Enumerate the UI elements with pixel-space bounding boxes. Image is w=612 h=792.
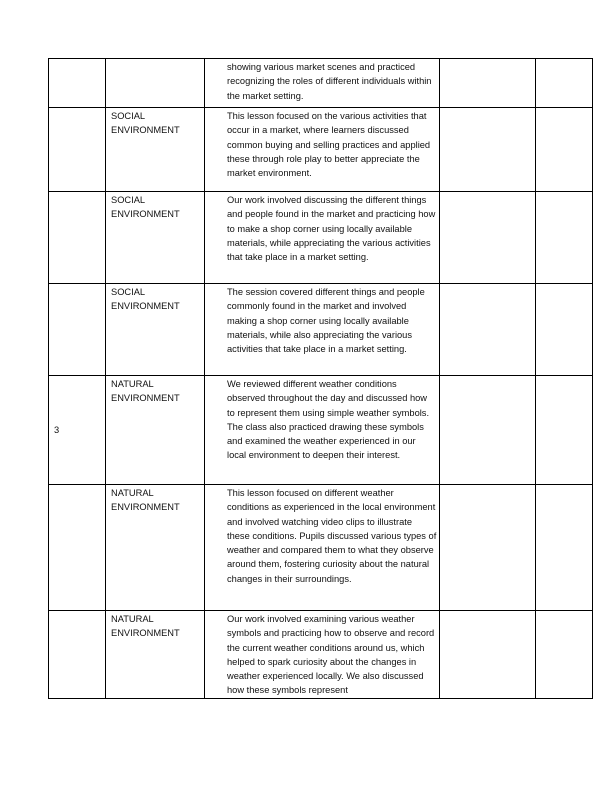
table-row — [49, 59, 593, 108]
signature-cell — [536, 485, 593, 611]
strand-cell: SOCIAL ENVIRONMENT — [106, 108, 205, 192]
table-row — [49, 192, 593, 284]
remarks-cell — [440, 611, 536, 699]
week-cell — [49, 485, 106, 611]
description-cell: Our work involved discussing the different things and people found in the market and practicing how to make a shop corner using locally available materials, while appreciating the various activities that take place in a market setting. — [205, 192, 440, 284]
remarks-cell — [440, 59, 536, 108]
signature-cell — [536, 59, 593, 108]
table-row — [49, 611, 593, 699]
signature-cell — [536, 192, 593, 284]
signature-cell — [536, 108, 593, 192]
week-cell — [49, 611, 106, 699]
week-cell — [49, 192, 106, 284]
signature-cell — [536, 284, 593, 376]
week-cell — [49, 108, 106, 192]
signature-cell — [536, 611, 593, 699]
week-cell — [49, 284, 106, 376]
description-cell: showing various market scenes and practiced recognizing the roles of different individuals within the market setting. — [205, 59, 440, 108]
description-cell: We reviewed different weather conditions observed throughout the day and discussed how to represent them using simple weather symbols. The class also practiced drawing these symbols and examined the weather experienced in our local environment to deepen their interest. — [205, 376, 440, 485]
remarks-cell — [440, 376, 536, 485]
description-cell: The session covered different things and people commonly found in the market and involved making a shop corner using locally available materials, while also appreciating the various activities that take place in a market setting. — [205, 284, 440, 376]
table-row — [49, 284, 593, 376]
description-cell: This lesson focused on different weather conditions as experienced in the local environment and involved watching video clips to illustrate these conditions. Pupils discussed various types of weather and compared them to what they observe around them, fostering curiosity about the natural changes in their surroundings. — [205, 485, 440, 611]
week-cell: 3 — [49, 376, 106, 485]
table-row — [49, 108, 593, 192]
remarks-cell — [440, 108, 536, 192]
week-cell — [49, 59, 106, 108]
remarks-cell — [440, 284, 536, 376]
strand-cell: NATURAL ENVIRONMENT — [106, 611, 205, 699]
strand-cell: SOCIAL ENVIRONMENT — [106, 284, 205, 376]
signature-cell — [536, 376, 593, 485]
description-cell: Our work involved examining various weather symbols and practicing how to observe and record the current weather conditions around us, which helped to spark curiosity about the changes in weather experienced locally. We also discussed how these symbols represent — [205, 611, 440, 699]
description-cell: This lesson focused on the various activities that occur in a market, where learners discussed common buying and selling practices and applied these through role play to better appreciate the market environment. — [205, 108, 440, 192]
strand-cell: NATURAL ENVIRONMENT — [106, 485, 205, 611]
strand-cell: SOCIAL ENVIRONMENT — [106, 192, 205, 284]
remarks-cell — [440, 485, 536, 611]
strand-cell: NATURAL ENVIRONMENT — [106, 376, 205, 485]
table-row — [49, 376, 593, 485]
strand-cell — [106, 59, 205, 108]
lesson-log-table — [48, 58, 593, 699]
remarks-cell — [440, 192, 536, 284]
table-row — [49, 485, 593, 611]
